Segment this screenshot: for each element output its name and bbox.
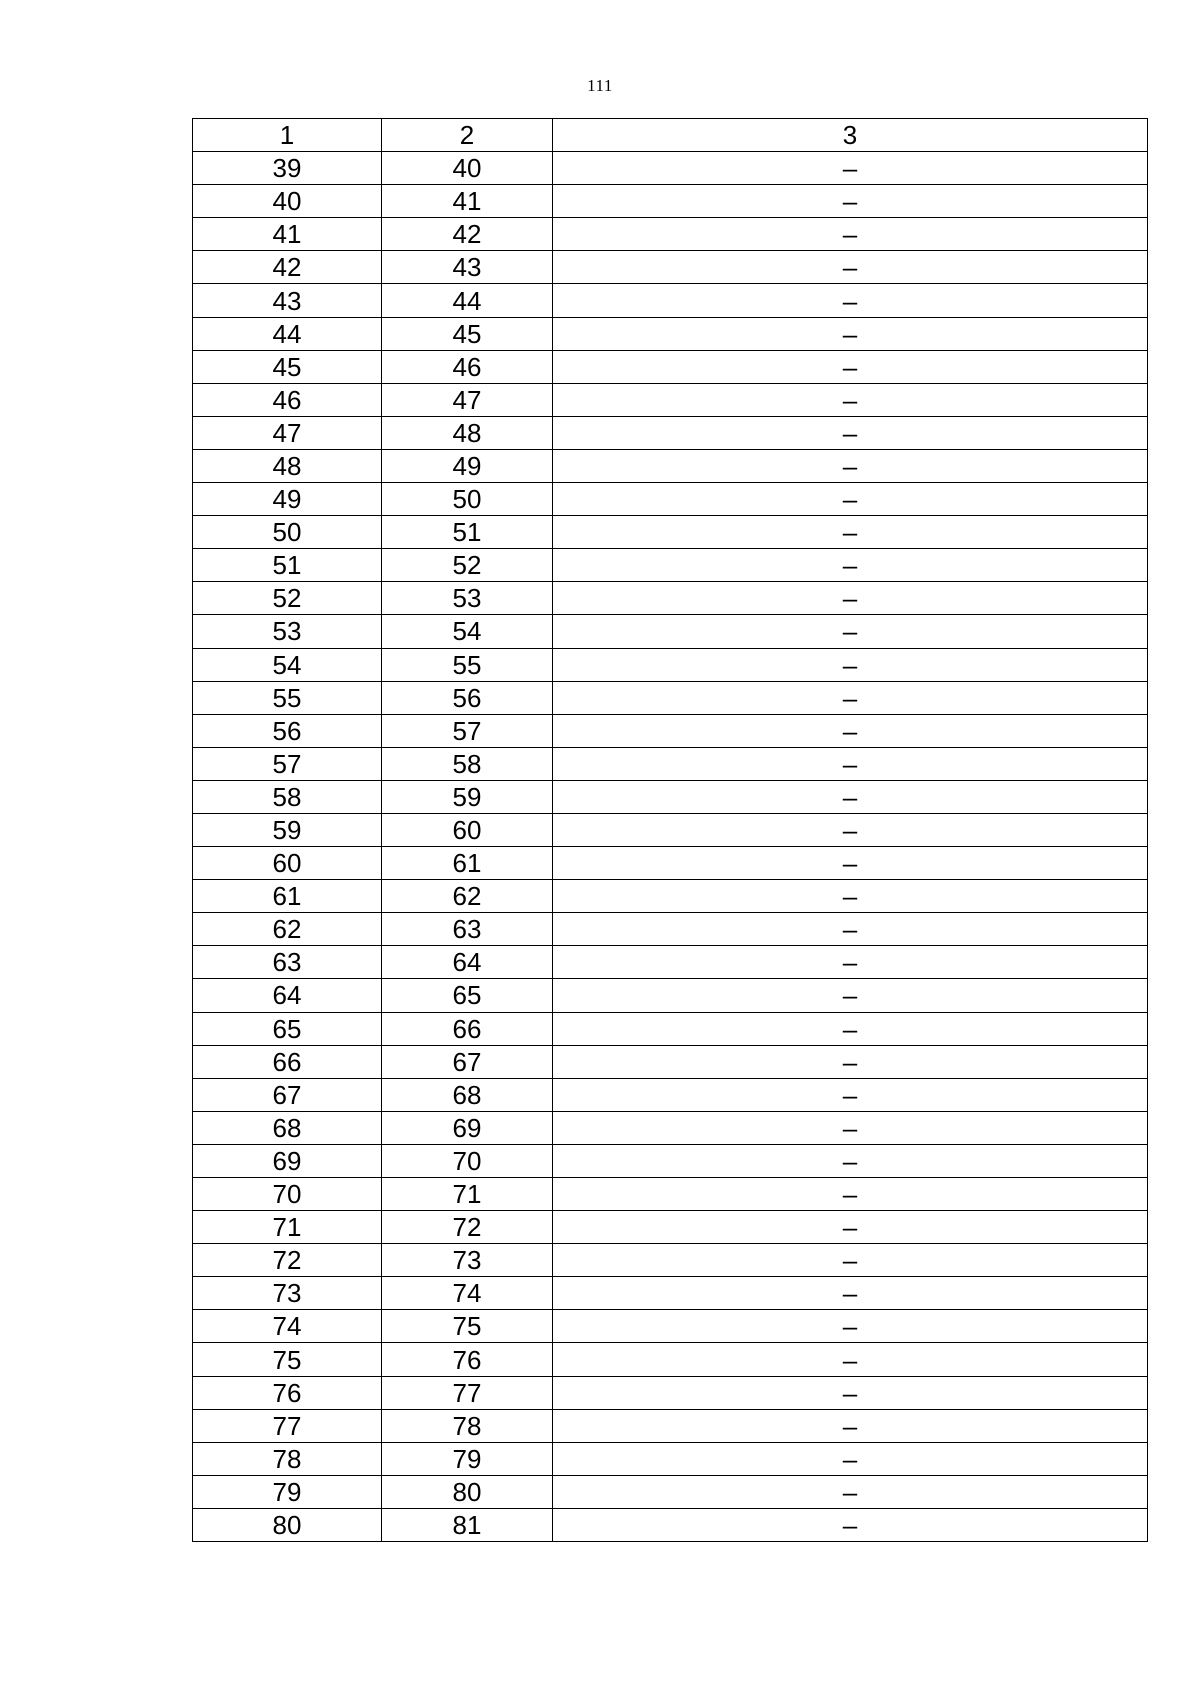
cell-col-1: 58	[193, 780, 382, 813]
cell-col-1: 63	[193, 946, 382, 979]
table-row	[193, 1508, 1148, 1541]
cell-col-2: 54	[382, 615, 553, 648]
table-row	[193, 416, 1148, 449]
cell-col-3: –	[553, 714, 1148, 747]
cell-col-1: 45	[193, 350, 382, 383]
table-row	[193, 880, 1148, 913]
table-row	[193, 449, 1148, 482]
cell-col-3: –	[553, 946, 1148, 979]
cell-col-3: –	[553, 1012, 1148, 1045]
cell-col-1: 66	[193, 1045, 382, 1078]
cell-col-3: –	[553, 847, 1148, 880]
cell-col-3: –	[553, 416, 1148, 449]
cell-col-1: 76	[193, 1376, 382, 1409]
cell-col-3: –	[553, 1475, 1148, 1508]
cell-col-2: 59	[382, 780, 553, 813]
cell-col-2: 72	[382, 1211, 553, 1244]
table-row	[193, 946, 1148, 979]
cell-col-3: –	[553, 449, 1148, 482]
cell-col-1: 52	[193, 582, 382, 615]
table-row	[193, 681, 1148, 714]
cell-col-2: 67	[382, 1045, 553, 1078]
cell-col-2: 53	[382, 582, 553, 615]
cell-col-1: 44	[193, 317, 382, 350]
cell-col-1: 53	[193, 615, 382, 648]
cell-col-3: –	[553, 615, 1148, 648]
cell-col-2: 81	[382, 1508, 553, 1541]
table-row	[193, 1211, 1148, 1244]
cell-col-2: 40	[382, 152, 553, 185]
cell-col-1: 71	[193, 1211, 382, 1244]
cell-col-3: –	[553, 383, 1148, 416]
table-row	[193, 152, 1148, 185]
cell-col-2: 41	[382, 185, 553, 218]
cell-col-3: –	[553, 1343, 1148, 1376]
table-row	[193, 1277, 1148, 1310]
table-row	[193, 979, 1148, 1012]
cell-col-1: 68	[193, 1111, 382, 1144]
cell-col-3: –	[553, 1277, 1148, 1310]
cell-col-2: 76	[382, 1343, 553, 1376]
table-row	[193, 284, 1148, 317]
cell-col-1: 49	[193, 483, 382, 516]
cell-col-3: –	[553, 152, 1148, 185]
cell-col-1: 67	[193, 1078, 382, 1111]
cell-col-2: 51	[382, 516, 553, 549]
cell-col-1: 74	[193, 1310, 382, 1343]
cell-col-2: 49	[382, 449, 553, 482]
column-number-1: 1	[193, 119, 382, 152]
cell-col-2: 64	[382, 946, 553, 979]
cell-col-1: 64	[193, 979, 382, 1012]
cell-col-2: 58	[382, 747, 553, 780]
cell-col-1: 70	[193, 1178, 382, 1211]
cell-col-2: 74	[382, 1277, 553, 1310]
cell-col-2: 66	[382, 1012, 553, 1045]
cell-col-1: 43	[193, 284, 382, 317]
column-number-2: 2	[382, 119, 553, 152]
table-row	[193, 1442, 1148, 1475]
cell-col-1: 39	[193, 152, 382, 185]
cell-col-3: –	[553, 516, 1148, 549]
cell-col-3: –	[553, 813, 1148, 846]
cell-col-2: 79	[382, 1442, 553, 1475]
cell-col-2: 61	[382, 847, 553, 880]
cell-col-1: 62	[193, 913, 382, 946]
table-row	[193, 1144, 1148, 1177]
cell-col-3: –	[553, 1442, 1148, 1475]
table-row	[193, 813, 1148, 846]
table-row	[193, 1012, 1148, 1045]
cell-col-2: 70	[382, 1144, 553, 1177]
cell-col-1: 73	[193, 1277, 382, 1310]
table-row	[193, 350, 1148, 383]
table-row	[193, 383, 1148, 416]
cell-col-3: –	[553, 251, 1148, 284]
cell-col-2: 73	[382, 1244, 553, 1277]
table-row	[193, 780, 1148, 813]
table-row	[193, 1111, 1148, 1144]
table-row	[193, 1045, 1148, 1078]
cell-col-3: –	[553, 648, 1148, 681]
cell-col-2: 57	[382, 714, 553, 747]
cell-col-3: –	[553, 284, 1148, 317]
table-row	[193, 1244, 1148, 1277]
cell-col-2: 69	[382, 1111, 553, 1144]
cell-col-3: –	[553, 1244, 1148, 1277]
table-header-row	[193, 119, 1148, 152]
cell-col-2: 42	[382, 218, 553, 251]
cell-col-3: –	[553, 747, 1148, 780]
cell-col-2: 77	[382, 1376, 553, 1409]
cell-col-1: 41	[193, 218, 382, 251]
cell-col-3: –	[553, 1376, 1148, 1409]
cell-col-2: 78	[382, 1409, 553, 1442]
cell-col-2: 47	[382, 383, 553, 416]
cell-col-2: 43	[382, 251, 553, 284]
cell-col-2: 52	[382, 549, 553, 582]
cell-col-2: 62	[382, 880, 553, 913]
cell-col-1: 50	[193, 516, 382, 549]
cell-col-3: –	[553, 1409, 1148, 1442]
cell-col-1: 79	[193, 1475, 382, 1508]
table-row	[193, 1475, 1148, 1508]
table-row	[193, 1178, 1148, 1211]
data-table	[192, 118, 1148, 1542]
cell-col-3: –	[553, 913, 1148, 946]
table-row	[193, 516, 1148, 549]
cell-col-1: 69	[193, 1144, 382, 1177]
cell-col-3: –	[553, 582, 1148, 615]
cell-col-3: –	[553, 1078, 1148, 1111]
cell-col-3: –	[553, 350, 1148, 383]
cell-col-1: 54	[193, 648, 382, 681]
table-row	[193, 549, 1148, 582]
cell-col-1: 55	[193, 681, 382, 714]
cell-col-3: –	[553, 483, 1148, 516]
table-row	[193, 483, 1148, 516]
cell-col-3: –	[553, 1045, 1148, 1078]
cell-col-3: –	[553, 218, 1148, 251]
cell-col-1: 42	[193, 251, 382, 284]
table-row	[193, 847, 1148, 880]
cell-col-3: –	[553, 549, 1148, 582]
table-row	[193, 714, 1148, 747]
cell-col-1: 56	[193, 714, 382, 747]
cell-col-1: 59	[193, 813, 382, 846]
cell-col-2: 48	[382, 416, 553, 449]
cell-col-3: –	[553, 1178, 1148, 1211]
cell-col-2: 44	[382, 284, 553, 317]
table-row	[193, 1310, 1148, 1343]
table-row	[193, 218, 1148, 251]
table-row	[193, 251, 1148, 284]
table-row	[193, 913, 1148, 946]
cell-col-3: –	[553, 185, 1148, 218]
cell-col-2: 75	[382, 1310, 553, 1343]
cell-col-2: 63	[382, 913, 553, 946]
table-row	[193, 747, 1148, 780]
cell-col-2: 50	[382, 483, 553, 516]
cell-col-2: 55	[382, 648, 553, 681]
cell-col-1: 40	[193, 185, 382, 218]
cell-col-1: 60	[193, 847, 382, 880]
column-number-3: 3	[553, 119, 1148, 152]
cell-col-2: 60	[382, 813, 553, 846]
cell-col-2: 65	[382, 979, 553, 1012]
table-row	[193, 185, 1148, 218]
cell-col-1: 51	[193, 549, 382, 582]
cell-col-2: 68	[382, 1078, 553, 1111]
cell-col-2: 56	[382, 681, 553, 714]
cell-col-3: –	[553, 1211, 1148, 1244]
cell-col-1: 72	[193, 1244, 382, 1277]
cell-col-1: 61	[193, 880, 382, 913]
cell-col-1: 78	[193, 1442, 382, 1475]
table-body	[193, 119, 1148, 1542]
table-row	[193, 1376, 1148, 1409]
cell-col-1: 65	[193, 1012, 382, 1045]
cell-col-1: 77	[193, 1409, 382, 1442]
table-row	[193, 1078, 1148, 1111]
cell-col-3: –	[553, 1508, 1148, 1541]
cell-col-1: 75	[193, 1343, 382, 1376]
cell-col-3: –	[553, 681, 1148, 714]
table-row	[193, 1409, 1148, 1442]
cell-col-2: 71	[382, 1178, 553, 1211]
cell-col-1: 46	[193, 383, 382, 416]
cell-col-3: –	[553, 1310, 1148, 1343]
cell-col-3: –	[553, 317, 1148, 350]
cell-col-1: 47	[193, 416, 382, 449]
cell-col-2: 45	[382, 317, 553, 350]
cell-col-3: –	[553, 1144, 1148, 1177]
cell-col-1: 80	[193, 1508, 382, 1541]
cell-col-3: –	[553, 1111, 1148, 1144]
table-row	[193, 317, 1148, 350]
cell-col-1: 48	[193, 449, 382, 482]
table-row	[193, 1343, 1148, 1376]
table-row	[193, 582, 1148, 615]
cell-col-1: 57	[193, 747, 382, 780]
table-row	[193, 648, 1148, 681]
cell-col-3: –	[553, 780, 1148, 813]
cell-col-2: 80	[382, 1475, 553, 1508]
page-number: 111	[587, 76, 613, 95]
cell-col-3: –	[553, 880, 1148, 913]
table-row	[193, 615, 1148, 648]
cell-col-3: –	[553, 979, 1148, 1012]
cell-col-2: 46	[382, 350, 553, 383]
